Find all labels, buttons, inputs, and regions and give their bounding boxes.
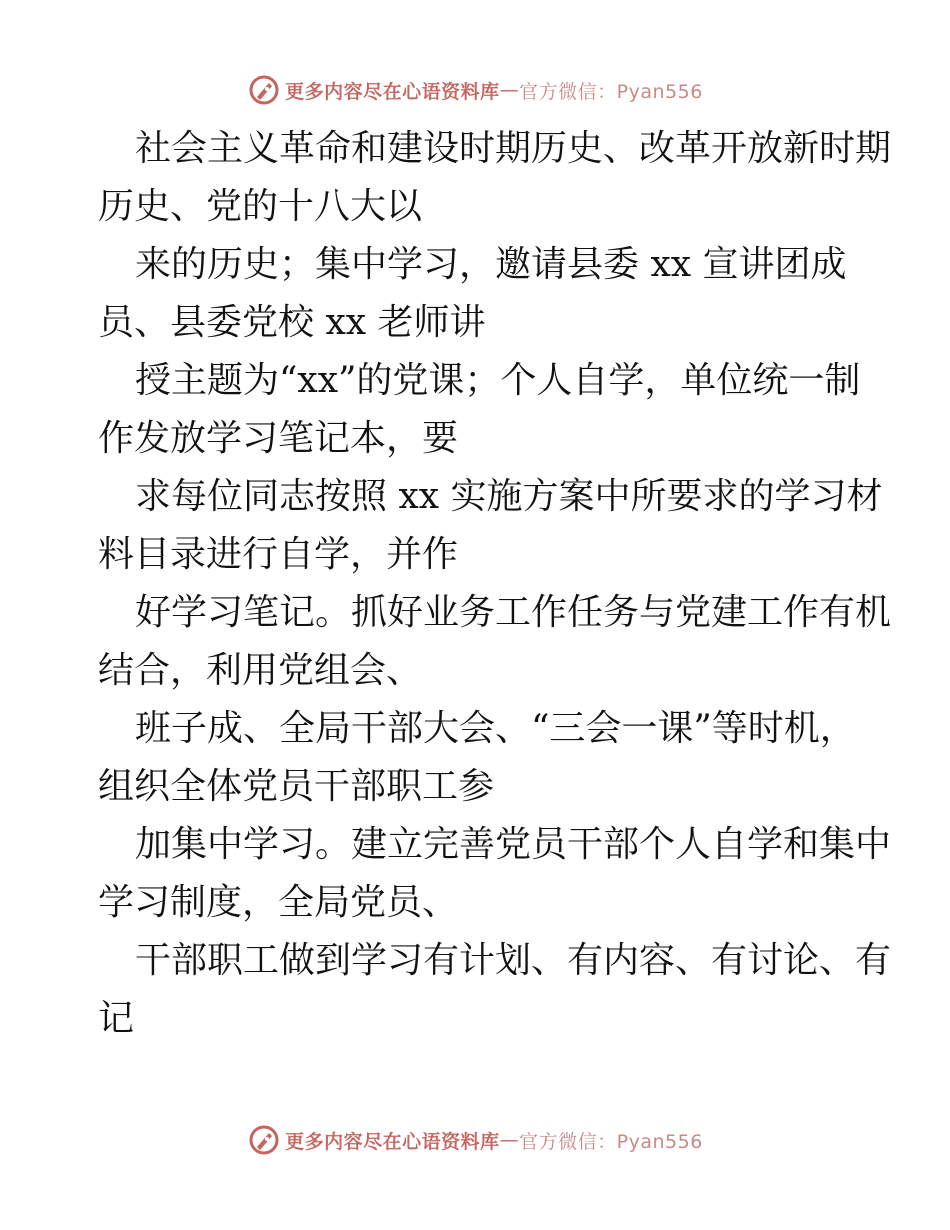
text-line: 加集中学习。建立完善党员干部个人自学和集中 — [135, 824, 892, 865]
text-line: 来的历史；集中学习，邀请县委 xx 宣讲团成 — [135, 244, 847, 285]
text-line: 社会主义革命和建设时期历史、改革开放新时期 — [135, 128, 892, 169]
text-line: 作发放学习笔记本，要 — [98, 418, 459, 459]
text-line: 班子成、全局干部大会、“三会一课”等时机， — [135, 708, 856, 749]
watermark-main-text: 更多内容尽在心语资料库 — [285, 80, 500, 103]
document-body — [98, 120, 892, 1048]
footer-watermark — [0, 1120, 950, 1160]
watermark-main-text: 更多内容尽在心语资料库 — [285, 1130, 500, 1153]
watermark-sub-text: 官方微信：Pyan556 — [519, 1130, 703, 1153]
text-line: 结合，利用党组会、 — [98, 650, 423, 691]
watermark-separator: — — [499, 1129, 520, 1151]
text-line: 历史、党的十八大以 — [98, 186, 423, 227]
text-line: 组织全体党员干部职工参 — [98, 766, 495, 807]
text-line: 料目录进行自学，并作 — [98, 534, 459, 575]
pen-nib-circle-icon — [247, 73, 281, 107]
text-line: 记 — [98, 998, 135, 1039]
text-line: 求每位同志按照 xx 实施方案中所要求的学习材 — [135, 476, 883, 517]
text-line: 好学习笔记。抓好业务工作任务与党建工作有机 — [135, 592, 892, 633]
pen-nib-circle-icon — [247, 1123, 281, 1157]
watermark-separator: — — [499, 79, 520, 101]
text-line: 授主题为“xx”的党课；个人自学，单位统一制 — [135, 360, 861, 401]
text-line: 学习制度，全局党员、 — [98, 882, 459, 923]
header-watermark — [0, 70, 950, 110]
text-line: 员、县委党校 xx 老师讲 — [98, 302, 486, 343]
watermark-sub-text: 官方微信：Pyan556 — [519, 80, 703, 103]
text-line: 干部职工做到学习有计划、有内容、有讨论、有 — [135, 940, 892, 981]
